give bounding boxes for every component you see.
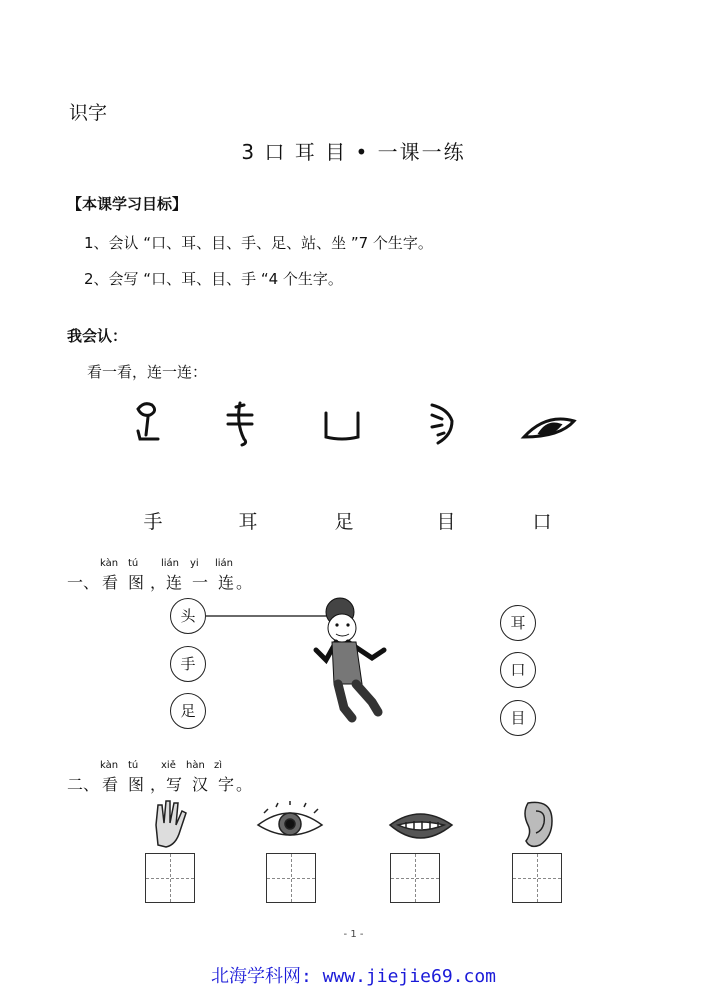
picture-row bbox=[0, 795, 707, 855]
question-char: 看 bbox=[102, 775, 119, 794]
question-char: 连 bbox=[166, 573, 183, 592]
pinyin: kàn bbox=[100, 760, 119, 771]
character-circle[interactable]: 耳 bbox=[500, 605, 536, 641]
writing-grid[interactable] bbox=[266, 853, 316, 903]
page-title: 3 口 耳 目 • 一课一练 bbox=[241, 140, 466, 164]
eye-picture bbox=[258, 801, 322, 835]
question-char: 连 bbox=[218, 573, 235, 592]
question-char: 图 bbox=[128, 775, 145, 794]
pinyin: hàn bbox=[186, 760, 205, 771]
question-char: 一 bbox=[192, 573, 209, 592]
foot-glyph bbox=[138, 404, 158, 439]
ear-picture bbox=[525, 802, 552, 846]
mouth-picture bbox=[390, 814, 452, 838]
pinyin: yi bbox=[190, 558, 199, 569]
writing-grid[interactable] bbox=[512, 853, 562, 903]
question-char: ， bbox=[150, 775, 167, 794]
child-figure bbox=[316, 598, 384, 718]
goal-item-2: 2、会写 “口、耳、目、手 “4 个生字。 bbox=[84, 270, 343, 288]
ear-glyph bbox=[432, 405, 452, 443]
question-char: ， bbox=[150, 573, 167, 592]
question-2 bbox=[0, 758, 707, 798]
question-char: 。 bbox=[236, 573, 253, 592]
character-option[interactable]: 足 bbox=[334, 511, 354, 533]
pinyin: tú bbox=[128, 760, 139, 771]
body-part-circle[interactable]: 头 bbox=[170, 598, 206, 634]
ancient-glyphs bbox=[0, 395, 707, 455]
child-figure-area bbox=[0, 580, 707, 740]
question-char: 字 bbox=[218, 775, 235, 794]
character-circle[interactable]: 目 bbox=[500, 700, 536, 736]
footer-watermark: 北海学科网: www.jiejie69.com bbox=[210, 966, 497, 987]
pinyin: tú bbox=[128, 558, 139, 569]
body-part-circle[interactable]: 手 bbox=[170, 646, 206, 682]
question-char: 汉 bbox=[192, 775, 209, 794]
hand-picture bbox=[156, 801, 186, 847]
question-char: 图 bbox=[128, 573, 145, 592]
recognize-heading: 我会认： bbox=[67, 327, 128, 345]
goal-item-1: 1、会认 “口、耳、目、手、足、站、坐 ”7 个生字。 bbox=[84, 234, 433, 252]
character-option[interactable]: 目 bbox=[436, 511, 456, 533]
character-option[interactable]: 耳 bbox=[238, 511, 258, 533]
pinyin: lián bbox=[161, 558, 180, 569]
page-number: - 1 - bbox=[343, 929, 364, 940]
character-row bbox=[0, 507, 707, 531]
body-part-circle[interactable]: 足 bbox=[170, 693, 206, 729]
character-circle[interactable]: 口 bbox=[500, 652, 536, 688]
pinyin: kàn bbox=[100, 558, 119, 569]
pinyin: xiě bbox=[161, 760, 176, 771]
goals-heading: 【本课学习目标】 bbox=[67, 195, 188, 213]
pinyin: zì bbox=[214, 760, 223, 771]
question-char: 看 bbox=[102, 573, 119, 592]
question-char: 。 bbox=[236, 775, 253, 794]
question-number: 二、 bbox=[67, 775, 100, 794]
eye-glyph bbox=[524, 419, 574, 437]
question-char: 写 bbox=[166, 775, 183, 794]
writing-grid[interactable] bbox=[390, 853, 440, 903]
section-label: 识字 bbox=[69, 102, 108, 124]
character-option[interactable]: 手 bbox=[143, 511, 163, 533]
recognize-instruction: 看一看，连一连： bbox=[87, 363, 208, 381]
character-option[interactable]: 口 bbox=[532, 511, 552, 533]
writing-grid[interactable] bbox=[145, 853, 195, 903]
hand-glyph bbox=[228, 403, 252, 445]
mouth-glyph bbox=[326, 413, 358, 439]
pinyin: lián bbox=[215, 558, 234, 569]
question-number: 一、 bbox=[67, 573, 100, 592]
